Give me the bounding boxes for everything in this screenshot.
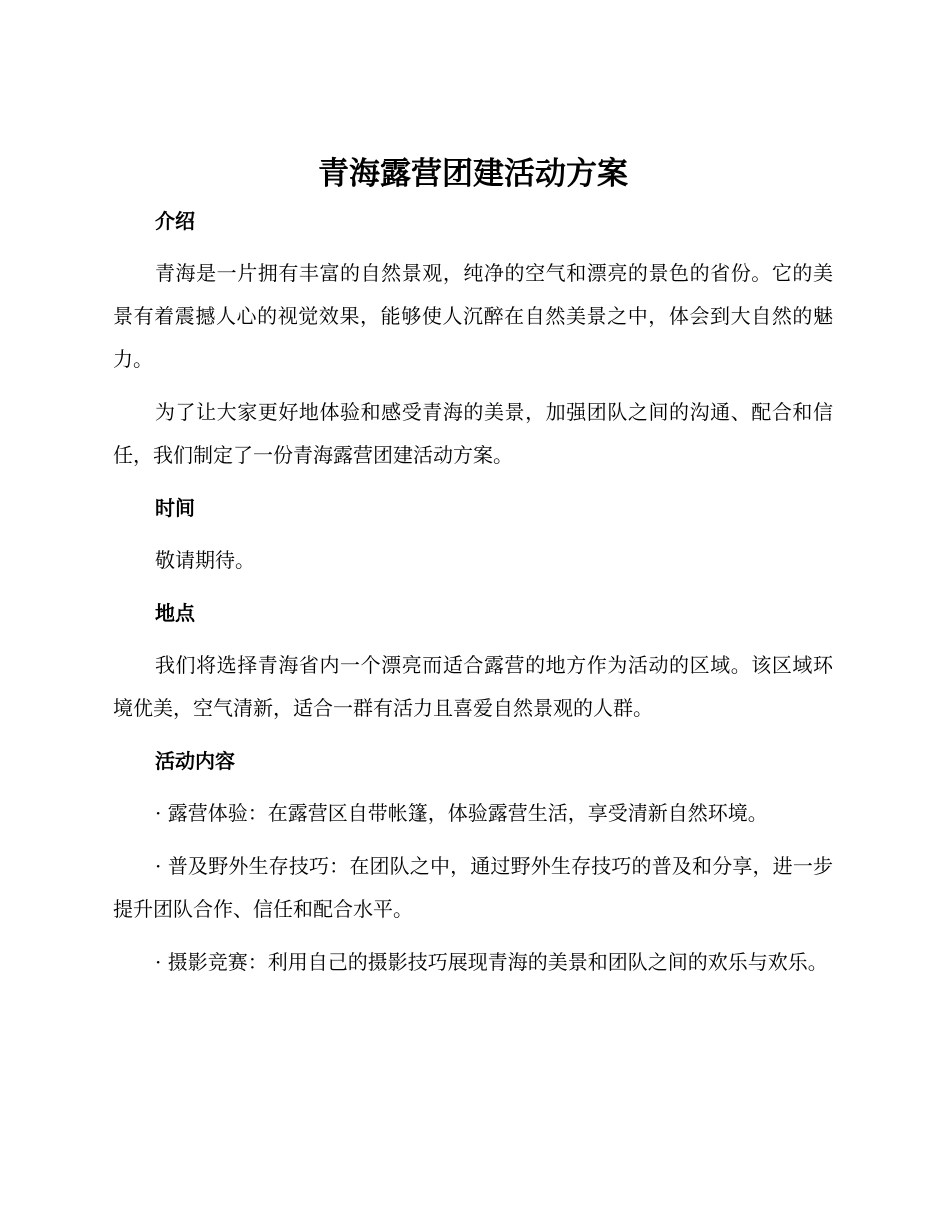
section-heading-activities: 活动内容 (155, 749, 235, 773)
activity-item-survival-skills: · 普及野外生存技巧：在团队之中，通过野外生存技巧的普及和分享，进一步提升团队合作、信任和配合水平。 (113, 854, 833, 921)
section-heading-time: 时间 (155, 496, 195, 520)
document-title: 青海露营团建活动方案 (318, 156, 628, 192)
intro-paragraph-1: 青海是一片拥有丰富的自然景观，纯净的空气和漂亮的景色的省份。它的美景有着震撼人心的视觉效果，能够使人沉醉在自然美景之中，体会到大自然的魅力。 (113, 261, 833, 371)
activity-item-camping: · 露营体验：在露营区自带帐篷，体验露营生活，享受清新自然环境。 (155, 801, 768, 825)
location-paragraph: 我们将选择青海省内一个漂亮而适合露营的地方作为活动的区域。该区域环境优美，空气清新，适合一群有活力且喜爱自然景观的人群。 (113, 653, 833, 720)
intro-paragraph-2: 为了让大家更好地体验和感受青海的美景，加强团队之间的沟通、配合和信任，我们制定了一份青海露营团建活动方案。 (113, 400, 833, 467)
section-heading-location: 地点 (155, 601, 195, 625)
section-heading-intro: 介绍 (155, 209, 195, 233)
time-paragraph: 敬请期待。 (155, 548, 255, 572)
document-body (113, 150, 833, 984)
activity-item-photography: · 摄影竞赛：利用自己的摄影技巧展现青海的美景和团队之间的欢乐与欢乐。 (155, 950, 828, 974)
